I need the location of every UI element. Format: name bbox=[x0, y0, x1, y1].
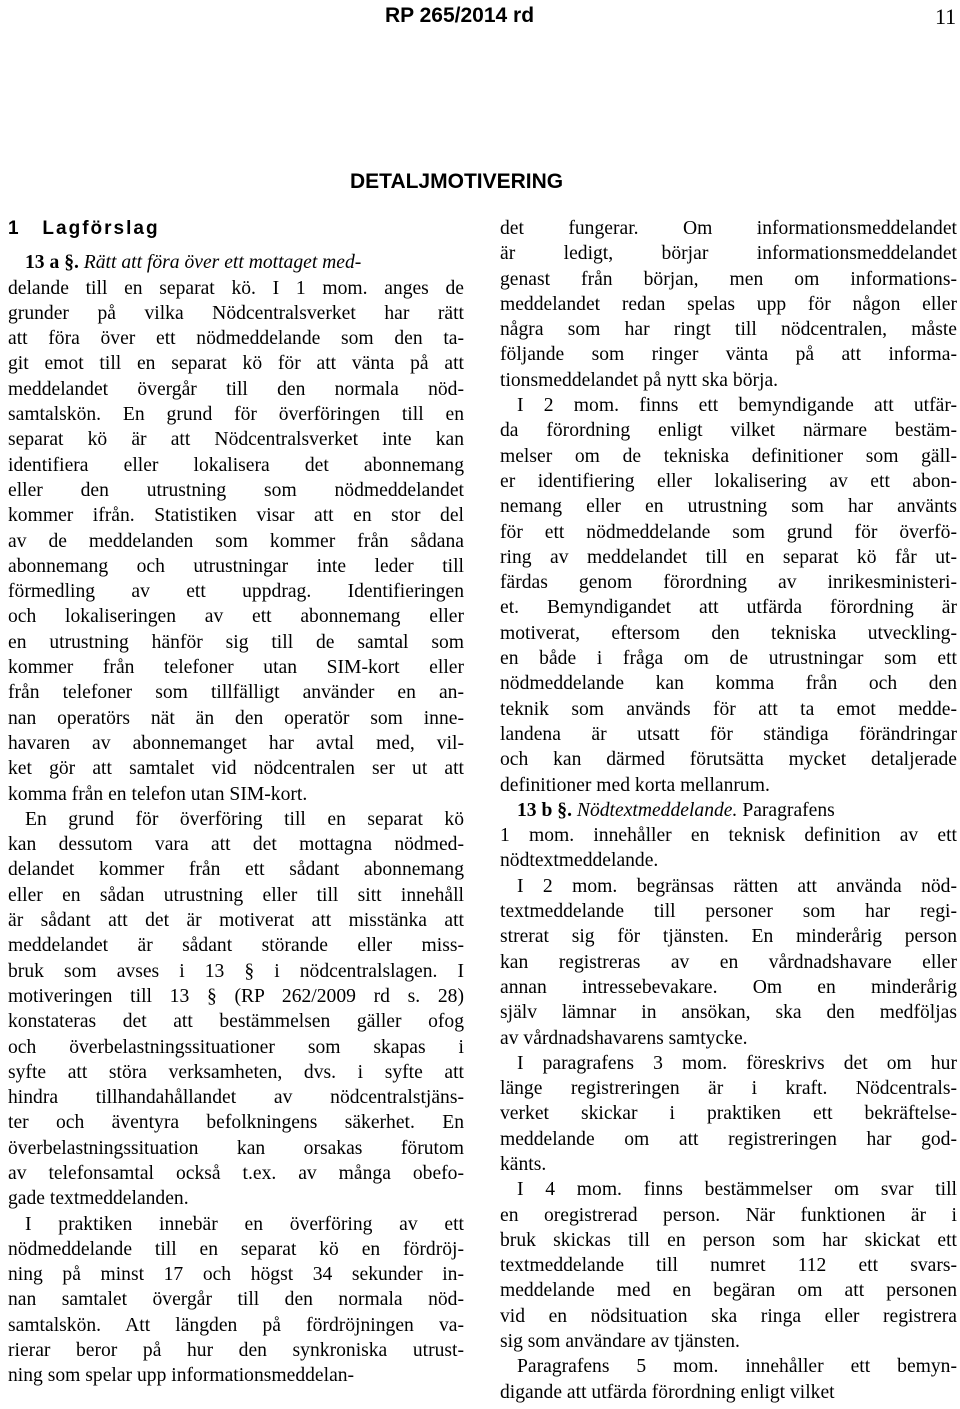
law-heading bbox=[8, 216, 464, 241]
text-line: delande till en separat kö. I 1 mom. anges de bbox=[8, 277, 464, 299]
text-line: textmeddelande till numret 112 ett svars- bbox=[500, 1255, 957, 1277]
text-line: git emot till en separat kö för att vänta på att bbox=[8, 353, 464, 375]
text-line: meddelandet redan spelas upp för någon eller bbox=[500, 293, 957, 315]
text-line: genast från början, men om informations- bbox=[500, 268, 957, 290]
text-line: av vårdnadshavarens samtycke. bbox=[500, 1027, 748, 1049]
text-line: verket skickar i praktiken ett bekräftelse- bbox=[500, 1103, 957, 1125]
text-line: känts. bbox=[500, 1153, 547, 1175]
text-line: och kan därmed förutsätta mycket detaljerade bbox=[500, 749, 957, 771]
text-line: av de meddelanden som kommer från sådana bbox=[8, 530, 464, 552]
text-line: nan operatörs nät än den operatör som inne- bbox=[8, 707, 464, 729]
text-line: havaren av abonnemanget har avtal med, vil- bbox=[8, 732, 464, 754]
text-line: er identifiering eller lokalisering av ett abon- bbox=[500, 470, 957, 492]
text-line: färdas genom förordning av inrikesministeri- bbox=[500, 572, 957, 594]
text-line: nan samtalet övergår till den normala nöd- bbox=[8, 1289, 464, 1311]
text-line: rierar beror på hur den synkroniska utrust- bbox=[8, 1340, 464, 1362]
text-line: eller en sådan utrustning eller till sitt innehåll bbox=[8, 884, 464, 906]
text-line: strerat sig för tjänsten. En minderårig person bbox=[500, 926, 957, 948]
text-line: I paragrafens 3 mom. föreskrivs det om hur bbox=[517, 1052, 957, 1074]
text-line: några som har ringt till nödcentralen, måste bbox=[500, 319, 957, 341]
text-line: ning på minst 17 och högst 34 sekunder in- bbox=[8, 1264, 464, 1286]
text-line: länge registreringen är i kraft. Nödcentrals- bbox=[500, 1078, 957, 1100]
paragraph-13b-label: 13 b §. bbox=[517, 799, 572, 821]
text-line: kommer från telefoner utan SIM-kort eller bbox=[8, 657, 464, 679]
text-line: bruk som avses i 13 § i nödcentralslagen. I bbox=[8, 960, 464, 982]
text-line: meddelande med en begäran om att personen bbox=[500, 1280, 957, 1302]
text-line: meddelande om att registreringen har god- bbox=[500, 1128, 957, 1150]
text-line: ter och äventyra befolkningens säkerhet. En bbox=[8, 1112, 464, 1134]
text-line: tionsmeddelandet på nytt ska börja. bbox=[500, 369, 779, 391]
text-line: konstateras det att bestämmelsen gäller ofog bbox=[8, 1011, 464, 1033]
text-line: samtalskön. En grund för överföringen till en bbox=[8, 404, 464, 426]
text-line: I praktiken innebär en överföring av ett bbox=[25, 1213, 464, 1235]
right-body-text-a bbox=[500, 216, 957, 798]
text-line: I 2 mom. begränsas rätten att använda nöd- bbox=[517, 875, 957, 897]
text-line: vid en nödsituation ska ringa eller registrera bbox=[500, 1305, 957, 1327]
paragraph-13a-title: Rätt att föra över ett mottaget med- bbox=[83, 252, 362, 274]
text-line: et. Bemyndigandet att utfärda förordning är bbox=[500, 597, 957, 619]
text-line: är ledigt, börjar informationsmeddelandet bbox=[500, 243, 957, 265]
page-number: 11 bbox=[935, 4, 957, 29]
law-heading-number: 1 bbox=[8, 218, 21, 239]
paragraph-13b-heading bbox=[500, 798, 957, 823]
text-line: digande att utfärda förordning enligt vilket bbox=[500, 1381, 835, 1403]
text-line: definitioner med korta mellanrum. bbox=[500, 774, 770, 796]
text-line: från telefoner som tillfälligt använder en an- bbox=[8, 682, 464, 704]
text-line: att föra över ett nödmeddelande som den ta- bbox=[8, 328, 464, 350]
text-line: ring av meddelandet till en separat kö får ut- bbox=[500, 546, 957, 568]
text-line: av telefonsamtal också t.ex. av många obefo- bbox=[8, 1162, 464, 1184]
text-line: 1 mom. innehåller en teknisk definition av ett bbox=[500, 825, 957, 847]
text-line: I 2 mom. finns ett bemyndigande att utfär- bbox=[517, 395, 957, 417]
text-line: och lokaliseringen av ett abonnemang eller bbox=[8, 606, 464, 628]
text-line: kan registreras av en vårdnadshavare eller bbox=[500, 951, 957, 973]
text-line: landena är utsatt för ständiga förändringar bbox=[500, 723, 957, 745]
text-line: syfte att störa verksamheten, dvs. i syfte att bbox=[8, 1061, 464, 1083]
text-line: för ett nödmeddelande som grund för överfö- bbox=[500, 521, 957, 543]
text-line: komma från en telefon utan SIM-kort. bbox=[8, 783, 308, 805]
text-line: följande som ringer vänta på att informa- bbox=[500, 344, 957, 366]
law-heading-title: Lagförslag bbox=[42, 218, 160, 239]
text-line: och överbelastningssituationer som skapas i bbox=[8, 1036, 464, 1058]
text-line: nödmeddelande kan komma från och den bbox=[500, 673, 957, 695]
text-line: nemang eller en utrustning som har använts bbox=[500, 496, 957, 518]
text-line: förmedling av ett uppdrag. Identifieringen bbox=[8, 581, 464, 603]
text-line: nödmeddelande till en separat kö en fördröj- bbox=[8, 1238, 464, 1260]
text-line: I 4 mom. finns bestämmelser om svar till bbox=[517, 1179, 957, 1201]
paragraph-13a-heading bbox=[8, 250, 464, 275]
text-line: en utrustning hänför sig till de samtal som bbox=[8, 631, 464, 653]
text-line: En grund för överföring till en separat kö bbox=[25, 808, 464, 830]
text-line: en oregistrerad person. När funktionen är i bbox=[500, 1204, 957, 1226]
text-line: nödtextmeddelande. bbox=[500, 850, 659, 872]
text-line: annan intressebevakare. Om en minderårig bbox=[500, 976, 957, 998]
text-line: kan dessutom vara att det mottagna nödmed- bbox=[8, 834, 464, 856]
text-line: abonnemang och utrustningar inte leder till bbox=[8, 555, 464, 577]
text-line: motiverat, eftersom den tekniska utveckling- bbox=[500, 622, 957, 644]
text-line: identifiera eller lokalisera det abonnemang bbox=[8, 454, 464, 476]
right-body-text-b bbox=[500, 823, 957, 1405]
text-line: separat kö är att Nödcentralsverket inte kan bbox=[8, 429, 464, 451]
text-line: eller den utrustning som nödmeddelandet bbox=[8, 479, 464, 501]
text-line: da förordning enligt vilket närmare bestäm- bbox=[500, 420, 957, 442]
left-body-text bbox=[8, 276, 464, 1389]
text-line: bruk skickas till en person som har skickat ett bbox=[500, 1229, 957, 1251]
text-line: Paragrafens 5 mom. innehåller ett bemyn- bbox=[517, 1356, 957, 1378]
text-line: kommer ifrån. Statistiken visar att en stor del bbox=[8, 505, 464, 527]
paragraph-13a-label: 13 a §. bbox=[25, 252, 79, 274]
text-line: gade textmeddelanden. bbox=[8, 1188, 189, 1210]
text-line: en både i fråga om de utrustningar som ett bbox=[500, 648, 957, 670]
right-column bbox=[500, 216, 957, 1405]
text-line: det fungerar. Om informationsmeddelandet bbox=[500, 218, 957, 239]
text-line: är sådant att det är motiverat att misstänka att bbox=[8, 910, 464, 932]
paragraph-13b-rest: Paragrafens bbox=[742, 799, 835, 821]
document-title: RP 265/2014 rd bbox=[385, 4, 535, 27]
text-line: delandet kommer från ett sådant abonnemang bbox=[8, 859, 464, 881]
text-line: hindra tillhandahållandet av nödcentralstjäns- bbox=[8, 1087, 464, 1109]
text-line: grunder på vilka Nödcentralsverket har rätt bbox=[8, 302, 464, 324]
text-line: samtalskön. Att längden på fördröjningen va- bbox=[8, 1314, 464, 1336]
text-line: själv lämnar in ansökan, ska den medföljas bbox=[500, 1002, 957, 1024]
text-line: teknik som används för att ta emot medde- bbox=[500, 698, 957, 720]
text-line: melser om de tekniska definitioner som gäll- bbox=[500, 445, 957, 467]
text-line: motiveringen till 13 § (RP 262/2009 rd s. 28) bbox=[8, 985, 464, 1007]
text-line: meddelandet är sådant störande eller miss- bbox=[8, 935, 464, 957]
text-line: meddelandet övergår till den normala nöd- bbox=[8, 378, 464, 400]
text-line: överbelastningssituation kan orsakas förutom bbox=[8, 1137, 464, 1159]
text-line: textmeddelande till personer som har regi- bbox=[500, 901, 957, 923]
paragraph-13b-title: Nödtextmeddelande. bbox=[576, 799, 738, 821]
text-line: sig som användare av tjänsten. bbox=[500, 1331, 740, 1353]
text-line: ket gör att samtalet vid nödcentralen ser ut att bbox=[8, 758, 464, 780]
left-column bbox=[8, 216, 464, 1389]
section-heading: DETALJMOTIVERING bbox=[350, 170, 564, 193]
text-line: ning som spelar upp informationsmeddelan- bbox=[8, 1365, 355, 1387]
